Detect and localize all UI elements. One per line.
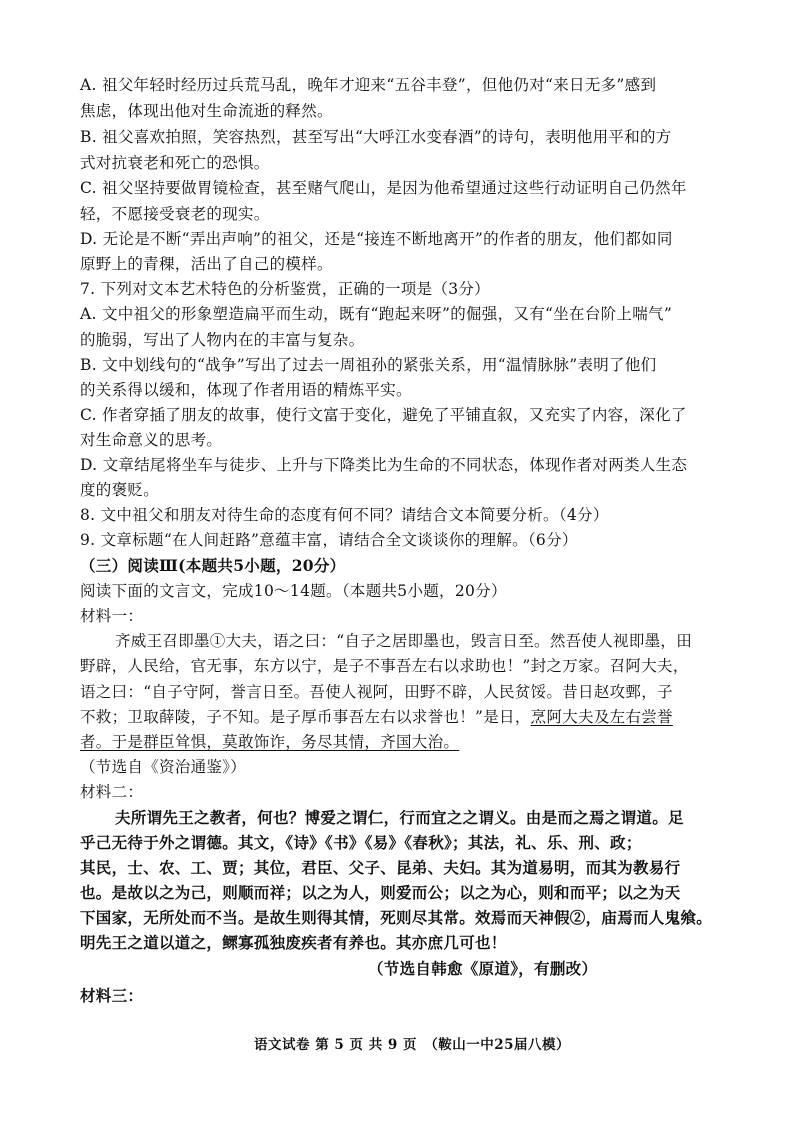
material-1-line-1: 齐威王召即墨①大夫，语之曰：“自子之居即墨也，毁言日至。然吾使人视即墨，田: [115, 632, 693, 650]
question-8: 8. 文中祖父和朋友对待生命的态度有何不同？请结合文本简要分析。（4分）: [80, 506, 609, 524]
material-1-line-4-text: 不救；卫取薛陵，子不知。是子厚币事吾左右以求誉也！”是日，: [80, 708, 531, 726]
material-2-line-2: 乎己无待于外之谓德。其文，《诗》《书》《易》《春秋》；其法，礼、乐、刑、政；: [80, 833, 642, 852]
material-2-label: 材料二：: [80, 783, 144, 801]
q7-option-a-line-2: 的脆弱，写出了人物内在的丰富与复杂。: [80, 331, 365, 349]
material-2-line-6: 明先王之道以道之，鳏寡孤独废疾者有养也。其亦庶几可也！: [80, 933, 507, 952]
q7-option-b-line-1: B. 文中划线句的“战争”写出了过去一周祖孙的紧张关系，用“温情脉脉”表明了他们: [80, 356, 657, 374]
material-3-label: 材料三：: [80, 986, 144, 1005]
material-2-line-3: 其民，士、农、工、贾；其位，君臣、父子、昆弟、夫妇。其为道易明，而其为教易行: [80, 858, 681, 877]
option-b-line-1: B. 祖父喜欢拍照，笑容热烈，甚至写出“大呼江水变春酒”的诗句，表明他用平和的方: [80, 128, 672, 146]
material-1-line-4: [80, 706, 673, 728]
option-d-line-1: D. 无论是不断“弄出声响”的祖父，还是“接连不断地离开”的作者的朋友，他们都如同: [80, 230, 673, 248]
page-footer: 语文试卷 第 5 页 共 9 页 （鞍山一中25届八模）: [254, 1037, 571, 1053]
underlined-sentence-part-1: 烹阿大夫及左右尝誉: [530, 708, 673, 726]
option-b-line-2: 式对抗衰老和死亡的恐惧。: [80, 154, 270, 172]
q7-option-d-line-1: D. 文章结尾将坐车与徒步、上升与下降类比为生命的不同状态，体现作者对两类人生态: [80, 456, 688, 474]
q7-option-b-line-2: 的关系得以缓和，体现了作者用语的精炼平实。: [80, 381, 412, 399]
underlined-sentence-part-2: 者。于是群臣耸惧，莫敢饰诈，务尽其情，齐国大治。: [80, 733, 460, 751]
material-1-source: （节选自《资治通鉴》）: [80, 758, 247, 776]
option-a-line-1: A. 祖父年轻时经历过兵荒马乱，晚年才迎来“五谷丰登”，但他仍对“来日无多”感到: [80, 76, 657, 94]
option-d-line-2: 原野上的青稞，活出了自己的模样。: [80, 255, 333, 273]
option-c-line-1: C. 祖父坚持要做胃镜检查，甚至赌气爬山，是因为他希望通过这些行动证明自己仍然年: [80, 179, 687, 197]
q7-option-a-line-1: A. 文中祖父的形象塑造扁平而生动，既有“跑起来呀”的倔强，又有“坐在台阶上喘气”: [80, 305, 673, 323]
material-2-source: （节选自韩愈《原道》，有删改）: [368, 959, 598, 978]
q7-option-c-line-1: C. 作者穿插了朋友的故事，使行文富于变化，避免了平铺直叙，又充实了内容，深化了: [80, 406, 687, 424]
material-2-line-4: 也。是故以之为己，则顺而祥；以之为人，则爱而公；以之为心，则和而平；以之为天: [80, 883, 681, 902]
material-2-line-1: 夫所谓先王之教者，何也？博爱之谓仁，行而宜之之谓义。由是而之焉之谓道。足: [115, 808, 684, 827]
material-1-label: 材料一：: [80, 607, 144, 625]
q7-option-d-line-2: 度的褒贬。: [80, 481, 160, 499]
material-1-line-3: 语之曰：“自子守阿，誉言日至。吾使人视阿，田野不辟，人民贫馁。昔日赵攻鄄，子: [80, 683, 673, 701]
question-7: 7. 下列对文本艺术特色的分析鉴赏，正确的一项是（3分）: [80, 280, 490, 298]
option-c-line-2: 轻，不愿接受衰老的现实。: [80, 205, 270, 223]
question-9: 9. 文章标题“在人间赶路”意蕴丰富，请结合全文谈谈你的理解。（6分）: [80, 531, 578, 549]
reading-instruction: 阅读下面的文言文，完成10～14题。（本题共5小题，20分）: [80, 582, 507, 600]
q7-option-c-line-2: 对生命意义的思考。: [80, 431, 223, 449]
material-2-line-5: 下国家，无所处而不当。是故生则得其情，死则尽其常。效焉而天神假②，庙焉而人鬼飨。: [80, 908, 713, 927]
section-heading: （三）阅读Ⅲ(本题共5小题，20分）: [80, 556, 346, 575]
option-a-line-2: 焦虑，体现出他对生命流逝的释然。: [80, 102, 333, 120]
material-1-line-2: 野辟，人民给，官无事，东方以宁，是子不事吾左右以求助也！”封之万家。召阿大夫，: [80, 657, 689, 675]
